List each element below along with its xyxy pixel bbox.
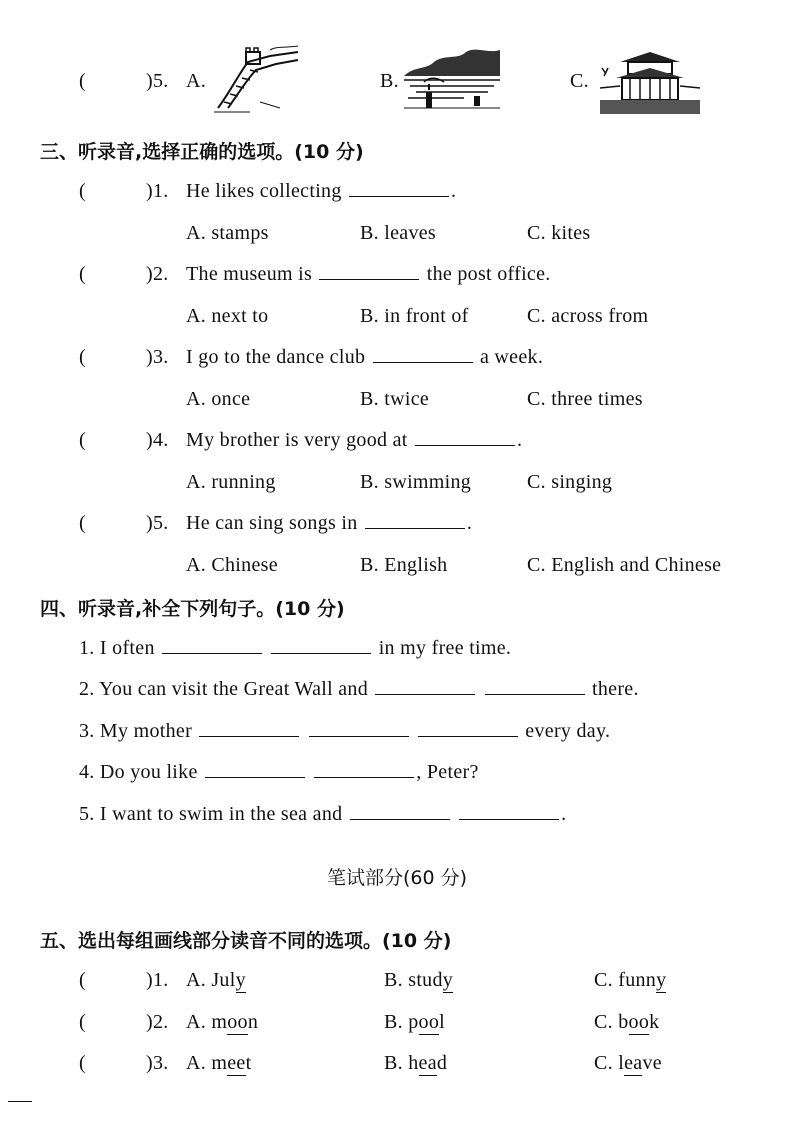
- answer-paren-open: (: [79, 512, 86, 534]
- question-text: He likes collecting .: [186, 180, 457, 202]
- answer-blank[interactable]: [375, 678, 475, 695]
- option-c: C. leave: [594, 1052, 662, 1074]
- lake-picture: [404, 46, 500, 114]
- option-b-label: B.: [380, 70, 399, 92]
- answer-paren-open: (: [79, 70, 86, 92]
- question-number: )5.: [146, 70, 169, 92]
- question-text: He can sing songs in .: [186, 512, 473, 534]
- answer-blank[interactable]: [199, 720, 299, 737]
- option-b: B. pool: [384, 1011, 446, 1033]
- fill-sentence-3: 3. My mother every day.: [79, 720, 611, 742]
- answer-paren-open: (: [79, 180, 86, 202]
- option-c: C. across from: [527, 305, 649, 327]
- option-a-label: A.: [186, 70, 207, 92]
- option-c: C. funny: [594, 969, 667, 991]
- question-number: )3.: [146, 346, 169, 368]
- answer-paren-open: (: [79, 263, 86, 285]
- ancient-tower-picture: [600, 48, 700, 114]
- section-4-heading: 四、听录音,补全下列句子。(10 分): [40, 598, 345, 620]
- option-b: B. leaves: [360, 222, 437, 244]
- answer-blank[interactable]: [415, 429, 515, 446]
- question-text: My brother is very good at .: [186, 429, 523, 451]
- question-number: )5.: [146, 512, 169, 534]
- fill-sentence-5: 5. I want to swim in the sea and .: [79, 803, 567, 825]
- option-b: B. swimming: [360, 471, 472, 493]
- option-c: C. kites: [527, 222, 591, 244]
- option-a: A. Chinese: [186, 554, 278, 576]
- answer-blank[interactable]: [418, 720, 518, 737]
- fill-sentence-1: 1. I often in my free time.: [79, 637, 512, 659]
- answer-blank[interactable]: [485, 678, 585, 695]
- great-wall-picture: [210, 42, 302, 114]
- fill-sentence-4: 4. Do you like , Peter?: [79, 761, 479, 783]
- answer-blank[interactable]: [373, 346, 473, 363]
- question-number: )1.: [146, 969, 169, 991]
- fill-sentence-2: 2. You can visit the Great Wall and there.: [79, 678, 639, 700]
- option-c: C. book: [594, 1011, 660, 1033]
- option-a: A. once: [186, 388, 251, 410]
- option-c: C. English and Chinese: [527, 554, 722, 576]
- section-3-heading: 三、听录音,选择正确的选项。(10 分): [40, 141, 364, 163]
- answer-paren-open: (: [79, 969, 86, 991]
- section-5-heading: 五、选出每组画线部分读音不同的选项。(10 分): [40, 930, 452, 952]
- question-number: )4.: [146, 429, 169, 451]
- option-c: C. singing: [527, 471, 613, 493]
- answer-paren-open: (: [79, 1011, 86, 1033]
- question-number: )2.: [146, 263, 169, 285]
- option-c: C. three times: [527, 388, 643, 410]
- option-a: A. meet: [186, 1052, 252, 1074]
- question-number: )1.: [146, 180, 169, 202]
- answer-blank[interactable]: [365, 512, 465, 529]
- option-b: B. English: [360, 554, 448, 576]
- option-a: A. next to: [186, 305, 269, 327]
- answer-blank[interactable]: [319, 263, 419, 280]
- option-b: B. study: [384, 969, 454, 991]
- option-b: B. in front of: [360, 305, 469, 327]
- answer-blank[interactable]: [459, 803, 559, 820]
- answer-paren-open: (: [79, 1052, 86, 1074]
- option-a: A. stamps: [186, 222, 269, 244]
- answer-paren-open: (: [79, 346, 86, 368]
- answer-blank[interactable]: [314, 761, 414, 778]
- answer-blank[interactable]: [271, 637, 371, 654]
- option-a: A. moon: [186, 1011, 259, 1033]
- answer-blank[interactable]: [350, 803, 450, 820]
- option-b: B. twice: [360, 388, 430, 410]
- answer-blank[interactable]: [162, 637, 262, 654]
- answer-blank[interactable]: [205, 761, 305, 778]
- option-a: A. running: [186, 471, 276, 493]
- answer-blank[interactable]: [309, 720, 409, 737]
- written-part-title: 笔试部分(60 分): [326, 867, 468, 889]
- answer-paren-open: (: [79, 429, 86, 451]
- option-b: B. head: [384, 1052, 448, 1074]
- page-edge-rule: [8, 1101, 32, 1102]
- question-number: )3.: [146, 1052, 169, 1074]
- answer-blank[interactable]: [349, 180, 449, 197]
- question-text: I go to the dance club a week.: [186, 346, 544, 368]
- question-number: )2.: [146, 1011, 169, 1033]
- option-c-label: C.: [570, 70, 589, 92]
- option-a: A. July: [186, 969, 246, 991]
- question-text: The museum is the post office.: [186, 263, 551, 285]
